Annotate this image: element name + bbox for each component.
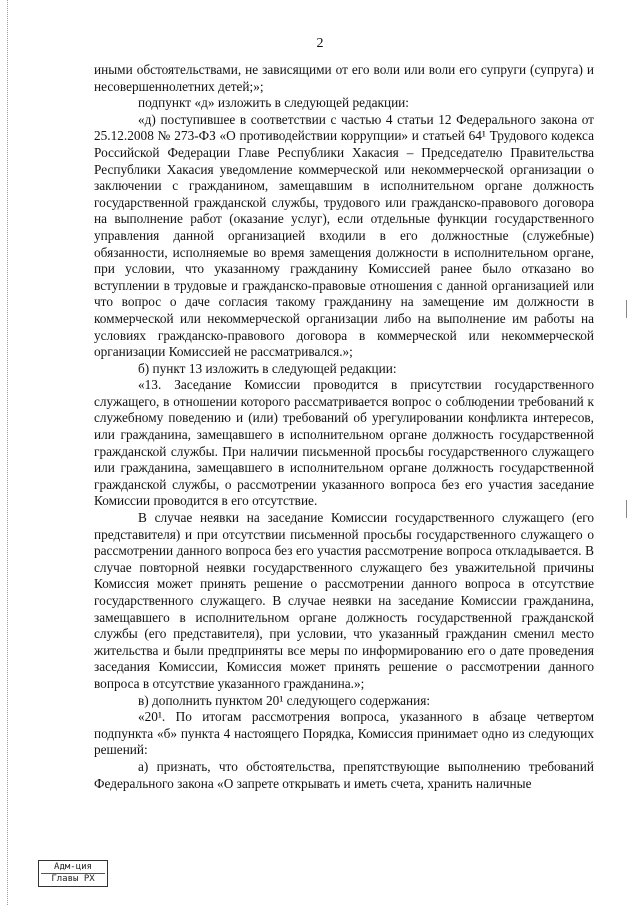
- paragraph: подпункт «д» изложить в следующей редакции:: [138, 95, 409, 111]
- paragraph: а) признать, что обстоятельства, препятствующие выполнению требований Федерального закона «О запрете открывать и иметь счета, хранить наличные: [94, 758, 594, 791]
- paragraph: В случае неявки на заседание Комиссии государственного служащего (его представителя) и при отсутствии письменной просьбы государственного служащего о рассмотрении данного вопроса без его участия рассмотрение вопроса откладывается. В случае повторной неявки государственного служащего без уважительной причины Комиссия может принять решение о рассмотрении данного вопроса в отсутствие государственного служащего. В случае неявки на заседание Комиссии гражданина, замещавшего в исполнительном органе должность государственной гражданской службы (его представителя), при условии, что указанный гражданин сменил место жительства и были предприняты все меры по информированию его о дате проведения заседания Комиссии, Комиссия может принять решение о рассмотрении данного вопроса в отсутствие указанного гражданина.»;: [94, 510, 594, 691]
- page-number: 2: [316, 36, 324, 51]
- binding-edge-line: [7, 0, 8, 905]
- stamp-line-2: Главы РХ: [51, 874, 95, 884]
- paragraph: «13. Заседание Комиссии проводится в присутствии государственного служащего, в отношении которого рассматривается вопрос о соблюдении требований к служебному поведению и (или) требований об урегулировании конфликта интересов, или гражданина, замещавшего в исполнительном органе должность государственной гражданской службы. При наличии письменной просьбы государственного служащего или гражданина, замещавшего в исполнительном органе должность государственной гражданской службы, о рассмотрении указанного вопроса без его участия заседание Комиссии проводится в его отсутствие.: [94, 377, 594, 509]
- office-stamp: [38, 860, 108, 887]
- paragraph: в) дополнить пунктом 20¹ следующего содержания:: [138, 692, 431, 708]
- margin-mark: [626, 500, 633, 518]
- document-body: [94, 62, 594, 792]
- stamp-line-1: Адм-ция: [41, 862, 105, 874]
- margin-mark: [626, 300, 633, 318]
- paragraph: «20¹. По итогам рассмотрения вопроса, указанного в абзаце четвертом подпункта «б» пункта 4 настоящего Порядка, Комиссия принимает одно из следующих решений:: [94, 709, 594, 758]
- paragraph: «д) поступившее в соответствии с частью 4 статьи 12 Федерального закона от 25.12.2008 № 273-ФЗ «О противодействии коррупции» и статьей 64¹ Трудового кодекса Российской Федерации Главе Республики Хакасия – Председателю Правительства Республики Хакасия уведомление коммерческой или некоммерческой организации о заключении с гражданином, замещавшим в исполнительном органе должность государственной гражданской службы, трудового или гражданско-правового договора на выполнение работ (оказание услуг), если отдельные функции государственного управления данной организацией входили в его должностные (служебные) обязанности, исполняемые во время замещения должности в исполнительном органе, при условии, что указанному гражданину Комиссией ранее было отказано во вступлении в трудовые и гражданско-правовые отношения с данной организацией или что вопрос о даче согласия такому гражданину на замещение им должности в коммерческой или некоммерческой организации либо на выполнение им работы на условиях гражданско-правового договора в коммерческой или некоммерческой организации Комиссией не рассматривался.»;: [94, 111, 594, 360]
- paragraph: б) пункт 13 изложить в следующей редакции:: [138, 360, 397, 376]
- paragraph: иными обстоятельствами, не зависящими от его воли или воли его супруги (супруга) и несовершеннолетних детей;»;: [94, 62, 594, 94]
